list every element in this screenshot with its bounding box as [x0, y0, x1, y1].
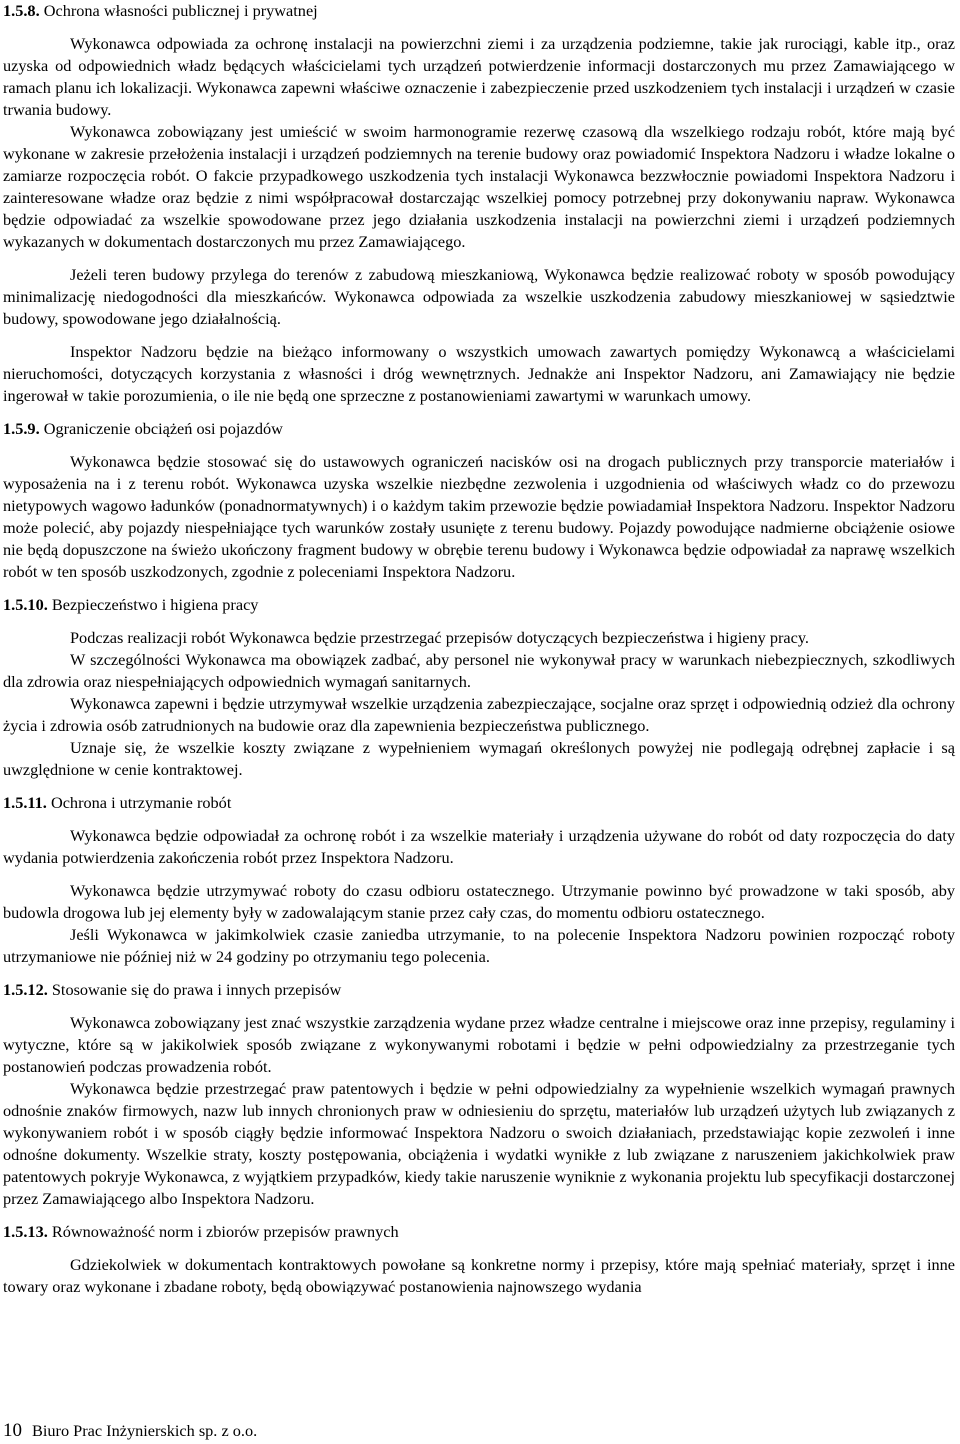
- section-heading-1-5-11: [3, 792, 955, 814]
- section-heading-1-5-12: [3, 979, 955, 1001]
- section-title: Równoważność norm i zbiorów przepisów prawnych: [51, 1222, 399, 1241]
- paragraph: Wykonawca będzie utrzymywać roboty do czasu odbioru ostatecznego. Utrzymanie powinno być prowadzone w taki sposób, aby budowla drogowa lub jej elementy były w zadowalającym stanie przez cały czas, do momentu odbioru ostatecznego.: [3, 881, 955, 922]
- paragraph: Wykonawca zobowiązany jest znać wszystkie zarządzenia wydane przez władze centralne i miejscowe oraz inne przepisy, regulaminy i wytyczne, które są w jakikolwiek sposób związane z wykonywanymi robotami i będzie w pełni odpowiedzialny za przestrzeganie tych postanowień podczas prowadzenia robót.: [3, 1013, 955, 1076]
- section-heading-1-5-8: [3, 0, 955, 22]
- paragraph: Podczas realizacji robót Wykonawca będzie przestrzegać przepisów dotyczących bezpieczeństwa i higieny pracy.: [70, 628, 810, 647]
- paragraph: Wykonawca zapewni i będzie utrzymywał wszelkie urządzenia zabezpieczające, socjalne oraz sprzęt i odpowiednią odzież dla ochrony życia i zdrowia osób zatrudnionych na budowie oraz dla zapewnienia bezpieczeństwa publicznego.: [3, 694, 955, 735]
- section-title: Stosowanie się do prawa i innych przepisów: [51, 980, 342, 999]
- section-title: Ochrona i utrzymanie robót: [50, 793, 232, 812]
- section-title: Ograniczenie obciążeń osi pojazdów: [43, 419, 283, 438]
- paragraph: Inspektor Nadzoru będzie na bieżąco informowany o wszystkich umowach zawartych pomiędzy Wykonawcą a właścicielami nieruchomości, dotyczących korzystania z własności i dróg wewnętrznych. Jednakże ani Inspektor Nadzoru, ani Zamawiający nie będzie ingerował w takie porozumienia, o ile nie będą one sprzeczne z postanowieniami zawartymi w warunkach umowy.: [3, 342, 955, 405]
- section-heading-1-5-13: [3, 1221, 955, 1243]
- footer-company: Biuro Prac Inżynierskich sp. z o.o.: [32, 1421, 258, 1440]
- paragraph: Gdziekolwiek w dokumentach kontraktowych powołane są konkretne normy i przepisy, które mają spełniać materiały, sprzęt i inne towary oraz wykonane i zbadane roboty, będą obowiązywać postanowienia najnowszego wydania: [3, 1255, 955, 1296]
- paragraph: Jeśli Wykonawca w jakimkolwiek czasie zaniedba utrzymanie, to na polecenie Inspektora Nadzoru powinien rozpocząć roboty utrzymaniowe nie później niż w 24 godziny po otrzymaniu tego polecenia.: [3, 925, 955, 966]
- section-title: Ochrona własności publicznej i prywatnej: [43, 1, 318, 20]
- paragraph: Wykonawca będzie odpowiadał za ochronę robót i za wszelkie materiały i urządzenia używane do robót od daty rozpoczęcia do daty wydania potwierdzenia zakończenia robót przez Inspektora Nadzoru.: [3, 826, 955, 867]
- section-number: 1.5.10.: [3, 595, 48, 614]
- section-number: 1.5.11.: [3, 793, 47, 812]
- section-number: 1.5.13.: [3, 1222, 48, 1241]
- section-number: 1.5.12.: [3, 980, 48, 999]
- paragraph: W szczególności Wykonawca ma obowiązek zadbać, aby personel nie wykonywał pracy w warunkach niebezpiecznych, szkodliwych dla zdrowia oraz niespełniających odpowiednich wymagań sanitarnych.: [3, 650, 955, 691]
- section-heading-1-5-9: [3, 418, 955, 440]
- section-number: 1.5.9.: [3, 419, 40, 438]
- paragraph: Wykonawca odpowiada za ochronę instalacji na powierzchni ziemi i za urządzenia podziemne, takie jak rurociągi, kable itp., oraz uzyska od odpowiednich władz będących właścicielami tych urządzeń potwierdzenie informacji dostarczonych mu przez Zamawiającego w ramach planu ich lokalizacji. Wykonawca zapewni właściwe oznaczenie i zabezpieczenie przed uszkodzeniem tych instalacji i urządzeń w czasie trwania budowy.: [3, 34, 955, 119]
- paragraph: Wykonawca będzie przestrzegać praw patentowych i będzie w pełni odpowiedzialny za wypełnienie wszelkich wymagań prawnych odnośnie znaków firmowych, nazw lub innych chronionych praw w odniesieniu do sprzętu, materiałów lub urządzeń użytych lub związanych z wykonywaniem robót i w sposób ciągły będzie informować Inspektora Nadzoru o swoich działaniach, przedstawiając kopie zezwoleń i inne odnośne dokumenty. Wszelkie straty, koszty postępowania, obciążenia i wydatki wynikłe z lub związane z naruszeniem jakichkolwiek praw patentowych pokryje Wykonawca, z wyjątkiem przypadków, kiedy takie naruszenie wyniknie z wykonania projektu lub specyfikacji dostarczonej przez Zamawiającego albo Inspektora Nadzoru.: [3, 1079, 955, 1208]
- document-page: [3, 0, 955, 1298]
- page-footer: [3, 1420, 257, 1442]
- section-title: Bezpieczeństwo i higiena pracy: [51, 595, 259, 614]
- page-number: 10: [3, 1420, 22, 1441]
- paragraph: Wykonawca będzie stosować się do ustawowych ograniczeń nacisków osi na drogach publicznych przy transporcie materiałów i wyposażenia na i z terenu robót. Wykonawca uzyska wszelkie niezbędne zezwolenia i uzgodnienia od właściwych władz co do przewozu nietypowych wagowo ładunków (ponadnormatywnych) i o każdym takim przewozie będzie powiadamiał Inspektora Nadzoru. Inspektor Nadzoru może polecić, aby pojazdy niespełniające tych warunków zostały usunięte z terenu budowy. Pojazdy powodujące nadmierne obciążenie osiowe nie będą dopuszczone na świeżo ukończony fragment budowy w obrębie terenu budowy i Wykonawca będzie odpowiadał za naprawę wszelkich robót w ten sposób uszkodzonych, zgodnie z poleceniami Inspektora Nadzoru.: [3, 452, 955, 581]
- section-heading-1-5-10: [3, 594, 955, 616]
- section-number: 1.5.8.: [3, 1, 40, 20]
- paragraph: Jeżeli teren budowy przylega do terenów z zabudową mieszkaniową, Wykonawca będzie realizować roboty w sposób powodujący minimalizację niedogodności dla mieszkańców. Wykonawca odpowiada za wszelkie uszkodzenia zabudowy mieszkaniowej w sąsiedztwie budowy, spowodowane jego działalnością.: [3, 265, 955, 328]
- paragraph: Wykonawca zobowiązany jest umieścić w swoim harmonogramie rezerwę czasową dla wszelkiego rodzaju robót, które mają być wykonane w zakresie przełożenia instalacji i urządzeń podziemnych na terenie budowy oraz powiadomić Inspektora Nadzoru i władze lokalne o zamiarze rozpoczęcia robót. O fakcie przypadkowego uszkodzenia tych instalacji Wykonawca bezzwłocznie powiadomi Inspektora Nadzoru i zainteresowane władze oraz będzie z nimi współpracował dostarczając wszelkiej pomocy potrzebnej przy dokonywaniu napraw. Wykonawca będzie odpowiadać za wszelkie spowodowane przez jego działania uszkodzenia instalacji na powierzchni ziemi i urządzeń podziemnych wykazanych w dokumentach dostarczonych mu przez Zamawiającego.: [3, 122, 955, 251]
- paragraph: Uznaje się, że wszelkie koszty związane z wypełnieniem wymagań określonych powyżej nie podlegają odrębnej zapłacie i są uwzględnione w cenie kontraktowej.: [3, 738, 955, 779]
